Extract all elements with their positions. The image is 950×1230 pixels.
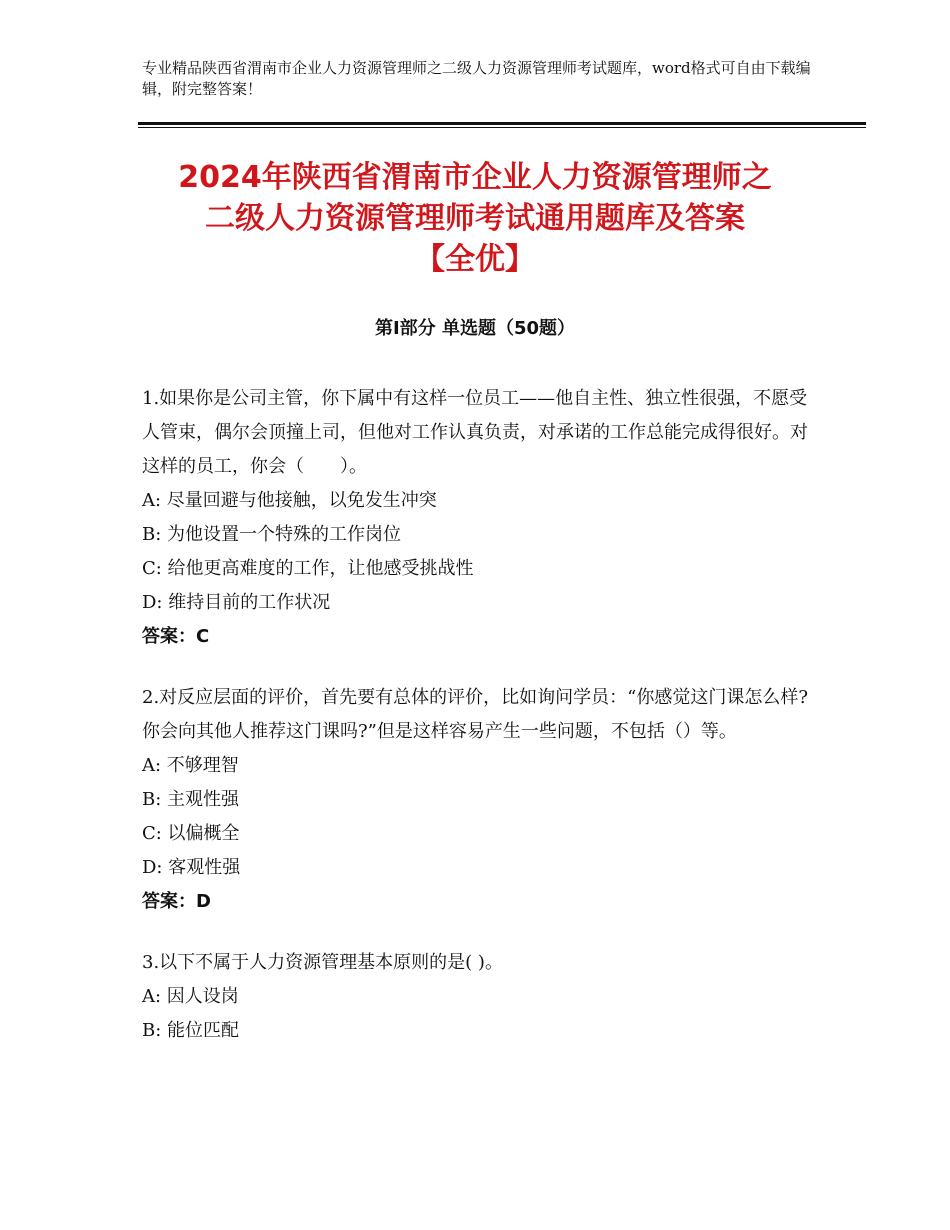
option-d: D: 维持目前的工作状况: [142, 592, 331, 613]
option-a: A: 不够理智: [142, 755, 239, 776]
option-c: C: 给他更高难度的工作，让他感受挑战性: [142, 558, 474, 579]
header-rule-thin: [138, 127, 866, 128]
option-c: C: 以偏概全: [142, 823, 240, 844]
answer: 答案：C: [142, 626, 210, 647]
question-1: [142, 382, 810, 654]
option-b: B: 为他设置一个特殊的工作岗位: [142, 524, 402, 545]
title-line-3: 【全优】: [415, 242, 535, 277]
section-title: 第Ⅰ部分 单选题（50题）: [374, 318, 575, 339]
header-note: 专业精品陕西省渭南市企业人力资源管理师之二级人力资源管理师考试题库，word格式可自由下载编辑，附完整答案！: [142, 59, 811, 98]
option-a: A: 因人设岗: [142, 986, 239, 1007]
question-2: [142, 681, 810, 919]
question-3: [142, 946, 810, 1048]
question-stem: 1.如果你是公司主管，你下属中有这样一位员工——他自主性、独立性很强，不愿受人管束，偶尔会顶撞上司，但他对工作认真负责，对承诺的工作总能完成得很好。对这样的员工，你会（ ）。: [142, 388, 808, 477]
title-line-1: 2024年陕西省渭南市企业人力资源管理师之: [178, 160, 772, 195]
question-stem: 3.以下不属于人力资源管理基本原则的是( )。: [142, 952, 503, 973]
question-list: [142, 382, 810, 1075]
option-b: B: 能位匹配: [142, 1020, 240, 1041]
header-rule-thick: [138, 122, 866, 125]
option-a: A: 尽量回避与他接触，以免发生冲突: [142, 490, 437, 511]
option-d: D: 客观性强: [142, 857, 241, 878]
title-line-2: 二级人力资源管理师考试通用题库及答案: [205, 201, 745, 236]
question-stem: 2.对反应层面的评价，首先要有总体的评价，比如询问学员：“你感觉这门课怎么样?你会向其他人推荐这门课吗?”但是这样容易产生一些问题，不包括（）等。: [142, 687, 809, 742]
document-title: [100, 157, 850, 280]
answer: 答案：D: [142, 891, 211, 912]
option-b: B: 主观性强: [142, 789, 240, 810]
